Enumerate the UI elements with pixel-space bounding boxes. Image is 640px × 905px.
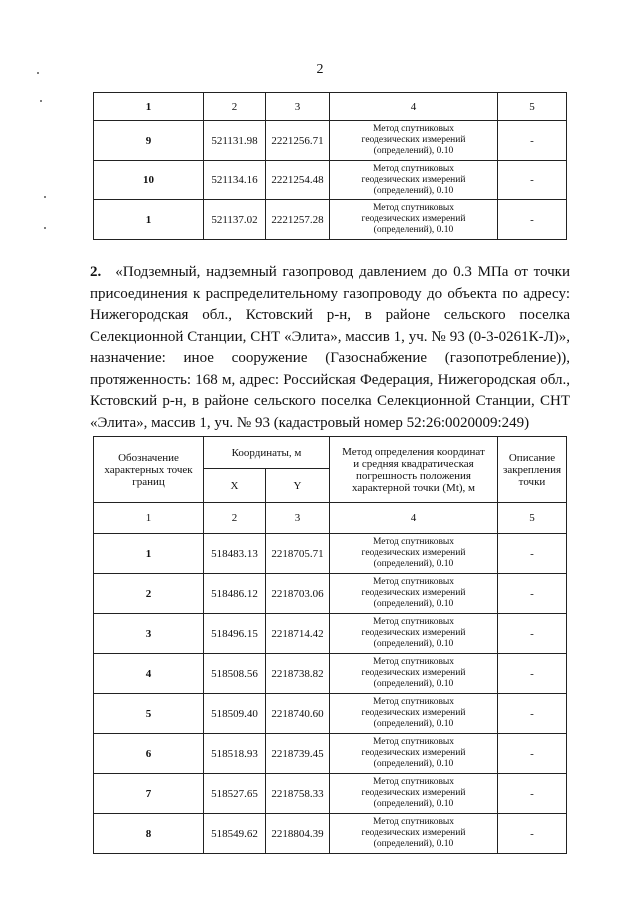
index-cell: 2 bbox=[204, 503, 266, 534]
header-description: Описание закрепления точки bbox=[498, 437, 567, 503]
header-method: Метод определения координат и средняя квадратическая погрешность положения характерной точки (Mt), м bbox=[330, 437, 498, 503]
coord-y: 2218705.71 bbox=[266, 534, 330, 574]
index-cell: 3 bbox=[266, 503, 330, 534]
method-cell: Метод спутниковых геодезических измерений (определений), 0.10 bbox=[330, 161, 498, 200]
fixing-description: - bbox=[498, 121, 567, 161]
point-number: 3 bbox=[94, 614, 204, 654]
coordinates-table bbox=[93, 436, 567, 854]
coord-y: 2218714.42 bbox=[266, 614, 330, 654]
method-cell: Метод спутниковых геодезических измерений (определений), 0.10 bbox=[330, 574, 498, 614]
coord-x: 518508.56 bbox=[204, 654, 266, 694]
point-number: 8 bbox=[94, 814, 204, 854]
header-points: Обозначение характерных точек границ bbox=[94, 437, 204, 503]
table-row bbox=[94, 121, 567, 161]
coord-y: 2218703.06 bbox=[266, 574, 330, 614]
section-paragraph bbox=[90, 262, 570, 434]
table-row bbox=[94, 814, 567, 854]
table-index-row bbox=[94, 93, 567, 121]
method-cell: Метод спутниковых геодезических измерений (определений), 0.10 bbox=[330, 534, 498, 574]
coord-y: 2218758.33 bbox=[266, 774, 330, 814]
table-row bbox=[94, 200, 567, 240]
method-cell: Метод спутниковых геодезических измерений (определений), 0.10 bbox=[330, 614, 498, 654]
coord-x: 521134.16 bbox=[204, 161, 266, 200]
index-cell: 2 bbox=[204, 93, 266, 121]
coordinates-table-continued bbox=[93, 92, 567, 240]
scan-speck bbox=[44, 227, 46, 229]
point-number: 5 bbox=[94, 694, 204, 734]
fixing-description: - bbox=[498, 614, 567, 654]
table-row bbox=[94, 694, 567, 734]
method-cell: Метод спутниковых геодезических измерений (определений), 0.10 bbox=[330, 694, 498, 734]
coord-x: 518527.65 bbox=[204, 774, 266, 814]
method-cell: Метод спутниковых геодезических измерений (определений), 0.10 bbox=[330, 200, 498, 240]
table-row bbox=[94, 654, 567, 694]
index-cell: 3 bbox=[266, 93, 330, 121]
coord-x: 518518.93 bbox=[204, 734, 266, 774]
coord-y: 2218739.45 bbox=[266, 734, 330, 774]
coord-y: 2221257.28 bbox=[266, 200, 330, 240]
index-cell: 1 bbox=[94, 503, 204, 534]
coord-x: 518509.40 bbox=[204, 694, 266, 734]
table-row bbox=[94, 774, 567, 814]
coord-x: 518549.62 bbox=[204, 814, 266, 854]
index-cell: 5 bbox=[498, 503, 567, 534]
fixing-description: - bbox=[498, 734, 567, 774]
method-cell: Метод спутниковых геодезических измерений (определений), 0.10 bbox=[330, 774, 498, 814]
coord-x: 518486.12 bbox=[204, 574, 266, 614]
fixing-description: - bbox=[498, 161, 567, 200]
table-row bbox=[94, 614, 567, 654]
point-number: 9 bbox=[94, 121, 204, 161]
fixing-description: - bbox=[498, 814, 567, 854]
index-cell: 5 bbox=[498, 93, 567, 121]
point-number: 2 bbox=[94, 574, 204, 614]
coord-y: 2218738.82 bbox=[266, 654, 330, 694]
index-cell: 4 bbox=[330, 503, 498, 534]
method-cell: Метод спутниковых геодезических измерений (определений), 0.10 bbox=[330, 734, 498, 774]
fixing-description: - bbox=[498, 654, 567, 694]
coord-x: 521137.02 bbox=[204, 200, 266, 240]
section-number: 2. bbox=[90, 264, 102, 280]
fixing-description: - bbox=[498, 574, 567, 614]
index-cell: 1 bbox=[94, 93, 204, 121]
coord-y: 2218804.39 bbox=[266, 814, 330, 854]
fixing-description: - bbox=[498, 534, 567, 574]
table-row bbox=[94, 574, 567, 614]
point-number: 6 bbox=[94, 734, 204, 774]
point-number: 10 bbox=[94, 161, 204, 200]
coord-y: 2221254.48 bbox=[266, 161, 330, 200]
table-row bbox=[94, 534, 567, 574]
table-header-row bbox=[94, 437, 567, 469]
method-cell: Метод спутниковых геодезических измерений (определений), 0.10 bbox=[330, 121, 498, 161]
header-coordinates: Координаты, м bbox=[204, 437, 330, 469]
point-number: 1 bbox=[94, 200, 204, 240]
point-number: 1 bbox=[94, 534, 204, 574]
header-x: X bbox=[204, 469, 266, 503]
page-number: 2 bbox=[316, 62, 324, 77]
coord-x: 521131.98 bbox=[204, 121, 266, 161]
fixing-description: - bbox=[498, 694, 567, 734]
scan-speck bbox=[44, 196, 46, 198]
point-number: 7 bbox=[94, 774, 204, 814]
method-cell: Метод спутниковых геодезических измерений (определений), 0.10 bbox=[330, 814, 498, 854]
fixing-description: - bbox=[498, 774, 567, 814]
index-cell: 4 bbox=[330, 93, 498, 121]
coord-y: 2221256.71 bbox=[266, 121, 330, 161]
section-text: «Подземный, надземный газопровод давлением до 0.3 МПа от точки присоединения к распределительному газопроводу до объекта по адресу: Нижегородская обл., Кстовский р-н, в районе сельского поселка Селекционной Станции, СНТ «Элита», массив 1, уч. № 93 (0-3-0261К-Л)», назначение: иное сооружение (Газоснабжение (газопотребление)), протяженность: 168 м, адрес: Российская Федерация, Нижегородская обл., Кстовский р-н, в районе сельского поселка Селекционной Станции, СНТ «Элита», массив 1, уч. № 93 (кадастровый номер 52:26:0020009:249) bbox=[90, 264, 570, 431]
method-cell: Метод спутниковых геодезических измерений (определений), 0.10 bbox=[330, 654, 498, 694]
coord-y: 2218740.60 bbox=[266, 694, 330, 734]
scan-speck bbox=[40, 100, 42, 102]
scan-speck bbox=[37, 72, 39, 74]
table-index-row bbox=[94, 503, 567, 534]
table-row bbox=[94, 161, 567, 200]
coord-x: 518483.13 bbox=[204, 534, 266, 574]
table-row bbox=[94, 734, 567, 774]
header-y: Y bbox=[266, 469, 330, 503]
fixing-description: - bbox=[498, 200, 567, 240]
point-number: 4 bbox=[94, 654, 204, 694]
coord-x: 518496.15 bbox=[204, 614, 266, 654]
